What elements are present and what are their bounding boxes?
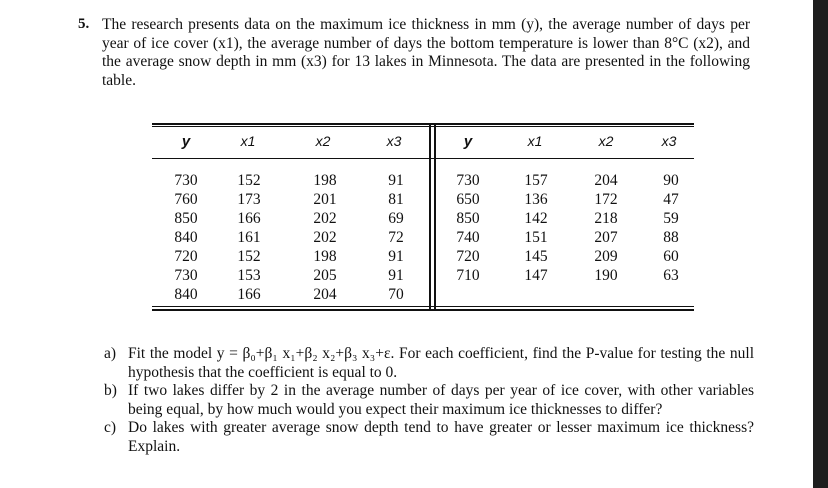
table-cell: 90 <box>663 172 679 189</box>
table-cell: 202 <box>313 229 337 246</box>
table-cell: 205 <box>313 267 337 284</box>
table-cell: 91 <box>388 248 404 265</box>
table-cell: 172 <box>594 191 618 208</box>
table-cell: 720 <box>174 248 198 265</box>
table-cell: 204 <box>313 286 337 303</box>
table-cell: 720 <box>456 248 480 265</box>
header-x1-left: x1 <box>240 133 256 149</box>
table-cell: 142 <box>524 210 548 227</box>
table-bottom-rule <box>152 309 694 311</box>
column-x1-right <box>516 171 556 285</box>
part-a <box>104 345 754 382</box>
table-cell: 81 <box>388 191 404 208</box>
table-cell: 63 <box>663 267 679 284</box>
header-y-right: y <box>463 133 473 150</box>
table-cell: 730 <box>174 267 198 284</box>
table-cell: 151 <box>524 229 548 246</box>
header-x3-left: x3 <box>386 133 402 149</box>
table-top-rule <box>152 123 694 125</box>
column-x3-left <box>376 171 416 304</box>
question-parts <box>104 345 754 456</box>
table-cell: 207 <box>594 229 618 246</box>
table-cell: 202 <box>313 210 337 227</box>
table-column-divider <box>429 123 431 311</box>
question-number: 5. <box>78 16 90 32</box>
table-cell: 710 <box>456 267 480 284</box>
table-column-divider <box>434 123 436 311</box>
table-cell: 204 <box>594 172 618 189</box>
part-c-label: c) <box>104 419 117 436</box>
part-b-label: b) <box>104 382 117 399</box>
table-cell: 145 <box>524 248 548 265</box>
column-y-left <box>166 171 206 304</box>
table-cell: 152 <box>237 248 261 265</box>
part-a-label: a) <box>104 345 117 362</box>
part-b <box>104 382 754 419</box>
table-cell: 136 <box>524 191 548 208</box>
table-bottom-rule-thin <box>152 306 694 307</box>
header-x3-right: x3 <box>661 133 677 149</box>
table-cell: 730 <box>174 172 198 189</box>
table-cell: 218 <box>594 210 618 227</box>
part-c <box>104 419 754 456</box>
table-cell: 190 <box>594 267 618 284</box>
header-x2-right: x2 <box>598 133 614 149</box>
table-cell: 88 <box>663 229 679 246</box>
scrollbar[interactable] <box>813 0 828 488</box>
table-cell: 70 <box>388 286 404 303</box>
table-cell: 72 <box>388 229 404 246</box>
table-cell: 152 <box>237 172 261 189</box>
table-cell: 153 <box>237 267 261 284</box>
header-y-left: y <box>181 133 191 150</box>
table-cell: 201 <box>313 191 337 208</box>
column-x1-left <box>229 171 269 304</box>
table-cell: 198 <box>313 172 337 189</box>
column-x2-left <box>305 171 345 304</box>
table-cell: 840 <box>174 229 198 246</box>
column-x3-right <box>651 171 691 285</box>
table-cell: 840 <box>174 286 198 303</box>
header-x1-right: x1 <box>527 133 543 149</box>
table-cell: 147 <box>524 267 548 284</box>
table-cell: 209 <box>594 248 618 265</box>
table-cell: 740 <box>456 229 480 246</box>
column-x2-right <box>586 171 626 285</box>
table-cell: 166 <box>237 286 261 303</box>
table-cell: 850 <box>456 210 480 227</box>
table-cell: 91 <box>388 267 404 284</box>
table-cell: 650 <box>456 191 480 208</box>
table-cell: 198 <box>313 248 337 265</box>
question-text: The research presents data on the maximum ice thickness in mm (y), the average number of days per year of ice cover (x1), the average number of days the bottom temperature is lower than 8°C (x2), and the average snow depth in mm (x3) for 13 lakes in Minnesota. The data are presented in the following table. <box>102 16 750 89</box>
part-b-text: If two lakes differ by 2 in the average number of days per year of ice cover, with other variables being equal, by how much would you expect their maximum ice thicknesses to differ? <box>128 382 754 418</box>
table-cell: 173 <box>237 191 261 208</box>
data-table <box>152 123 694 311</box>
table-cell: 60 <box>663 248 679 265</box>
table-top-rule-thin <box>152 126 694 127</box>
table-header-rule <box>152 158 694 159</box>
table-cell: 157 <box>524 172 548 189</box>
table-cell: 760 <box>174 191 198 208</box>
table-cell: 166 <box>237 210 261 227</box>
table-cell: 91 <box>388 172 404 189</box>
table-cell: 850 <box>174 210 198 227</box>
table-cell: 59 <box>663 210 679 227</box>
part-a-text: Fit the model y = β₀+β₁ x₁+β₂ x₂+β₃ x₃+ε. For each coefficient, find the P-value for testing the null hypothesis that the coefficient is equal to 0. <box>128 345 754 381</box>
header-x2-left: x2 <box>315 133 331 149</box>
table-cell: 69 <box>388 210 404 227</box>
part-c-text: Do lakes with greater average snow depth tend to have greater or lesser maximum ice thickness? Explain. <box>128 419 754 455</box>
column-y-right <box>448 171 488 285</box>
table-cell: 161 <box>237 229 261 246</box>
table-cell: 730 <box>456 172 480 189</box>
table-cell: 47 <box>663 191 679 208</box>
